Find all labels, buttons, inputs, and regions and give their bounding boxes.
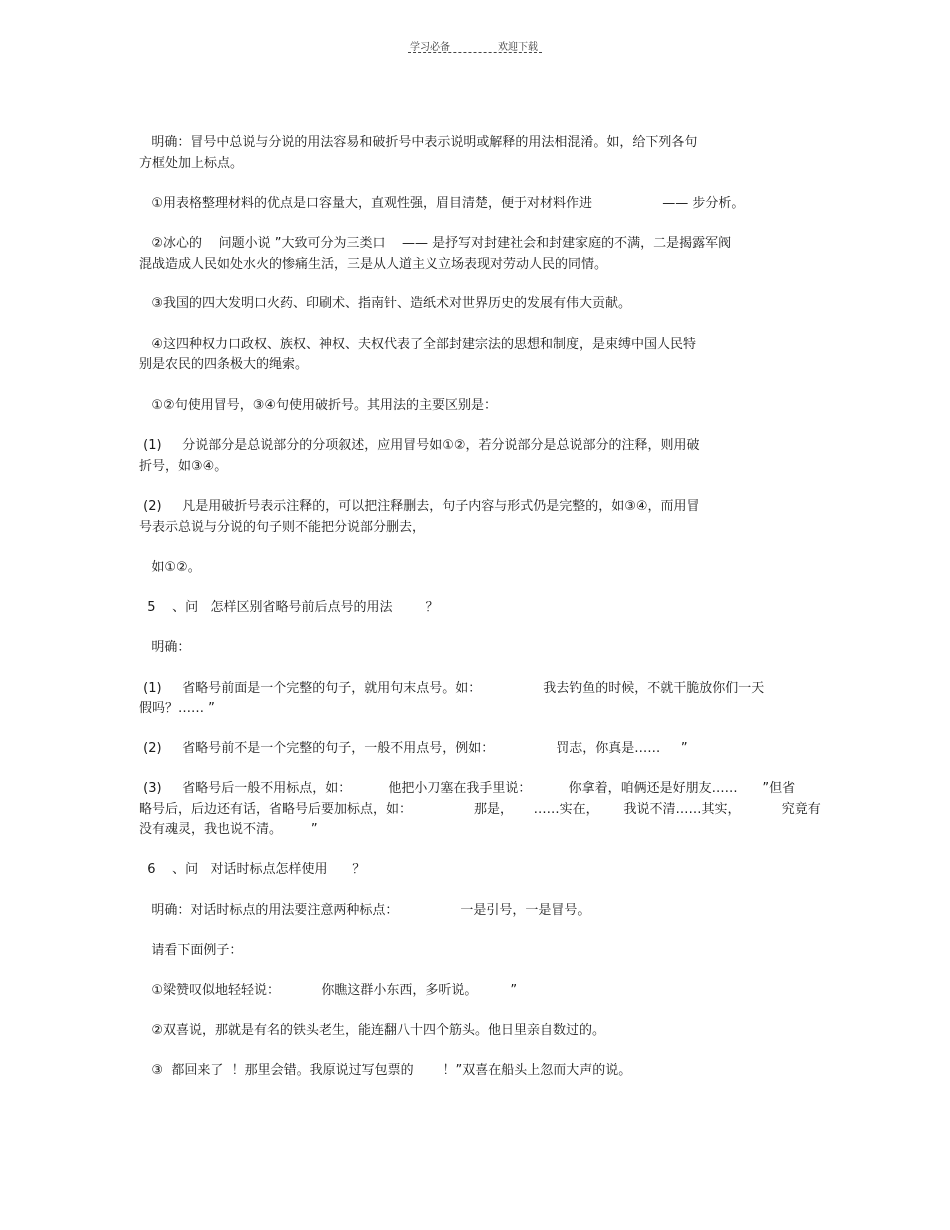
- body-line: ②冰心的 问题小说 ”大致可分为三类口 —— 是抒写对封建社会和封建家庭的不满，二是揭露军阀: [139, 236, 732, 251]
- body-line: ③我国的四大发明口火药、印刷术、指南针、造纸术对世界历史的发展有伟大贡献。: [139, 296, 632, 311]
- header-dashed-rule: [408, 52, 542, 53]
- body-line: ③ 都回来了 ！那里会错。我原说过写包票的 ！”双喜在船头上忽而大声的说。: [139, 1063, 632, 1078]
- body-line: 明确：冒号中总说与分说的用法容易和破折号中表示说明或解释的用法相混淆。如，给下列各句: [139, 135, 698, 150]
- body-line: 没有魂灵，我也说不清。 ”: [139, 822, 318, 837]
- header-right-text: 欢迎下载: [498, 42, 538, 53]
- body-line: ②双喜说，那就是有名的铁头老生，能连翻八十四个筋头。他日里亲自数过的。: [139, 1023, 606, 1038]
- body-line: 号表示总说与分说的句子则不能把分说部分删去，: [139, 520, 426, 535]
- header-left-text: 学习必备: [410, 42, 450, 53]
- body-line: ①梁赞叹似地轻轻说： 你瞧这群小东西，多听说。 ”: [139, 983, 518, 998]
- body-line: ①②句使用冒号，③④句使用破折号。其用法的主要区别是：: [139, 398, 498, 413]
- body-line: 明确：: [139, 640, 191, 655]
- body-line: 折号，如③④。: [139, 459, 228, 474]
- body-line: 方框处加上标点。: [139, 156, 244, 171]
- body-line: (1) 分说部分是总说部分的分项叙述，应用冒号如①②，若分说部分是总说部分的注释，则用破: [139, 438, 700, 453]
- body-line: 5 、问 怎样区别省略号前后点号的用法 ？: [139, 600, 439, 615]
- body-line: 6 、问 对话时标点怎样使用 ？: [139, 862, 366, 877]
- page-header: [408, 38, 542, 56]
- body-line: 假吗？…… ”: [139, 701, 215, 716]
- body-line: 请看下面例子：: [139, 943, 243, 958]
- body-line: 略号后，后边还有话，省略号后要加标点，如： 那是， ……实在， 我说不清……其实， 究竟有: [139, 802, 821, 817]
- body-line: 别是农民的四条极大的绳索。: [139, 357, 309, 372]
- body-line: ④这四种权力口政权、族权、神权、夫权代表了全部封建宗法的思想和制度，是束缚中国人民特: [139, 337, 697, 352]
- body-line: 如①②。: [139, 560, 201, 575]
- body-line: (3) 省略号后一般不用标点，如： 他把小刀塞在我手里说： 你拿着，咱俩还是好朋友…… ”但省: [139, 781, 796, 796]
- body-line: 明确：对话时标点的用法要注意两种标点： 一是引号，一是冒号。: [139, 903, 591, 918]
- body-line: (2) 凡是用破折号表示注释的，可以把注释删去，句子内容与形式仍是完整的，如③④，而用冒: [139, 499, 700, 514]
- body-line: (1) 省略号前面是一个完整的句子，就用句末点号。如： 我去钓鱼的时候，不就干脆放你们一天: [139, 681, 765, 696]
- body-line: (2) 省略号前不是一个完整的句子，一般不用点号，例如： 罚志，你真是…… ”: [139, 741, 688, 756]
- body-line: ①用表格整理材料的优点是口容量大，直观性强，眉目清楚，便于对材料作进 —— 步分析。: [139, 196, 745, 211]
- body-line: 混战造成人民如处水火的惨痛生活，三是从人道主义立场表现对劳动人民的同情。: [139, 257, 608, 272]
